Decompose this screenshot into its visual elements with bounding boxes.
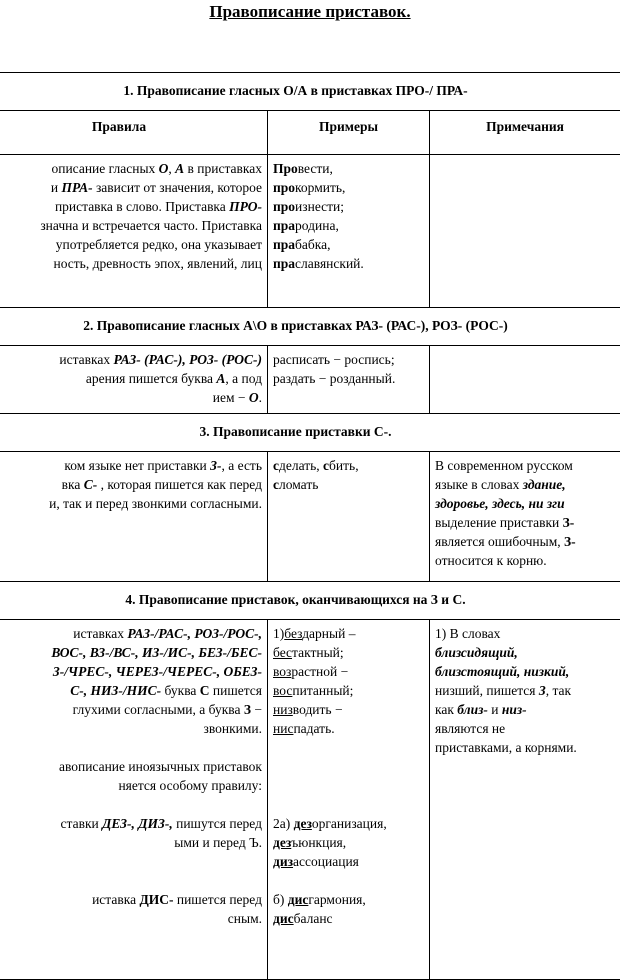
section-3-examples: сделать, сбить, сломать [268, 452, 430, 582]
section-1-rule: описание гласных О, А в приставках и ПРА- зависит от значения, которое приставка в слово. Приставка ПРО- значна и встречается часто. Приставка употребляется редко, она указывает ность, древность эпох, явлений, лиц [0, 155, 268, 308]
section-2-examples: расписать − роспись; раздать − розданный. [268, 346, 430, 414]
section-2-title: 2. Правописание гласных А\О в приставках РАЗ- (РАС-), РОЗ- (РОС-) [0, 308, 620, 346]
section-2-notes [430, 346, 620, 414]
section-1-title: 1. Правописание гласных О/А в приставках ПРО-/ ПРА- [0, 73, 620, 111]
rules-column-header: Правила [0, 111, 268, 155]
column-header-row [0, 111, 620, 155]
section-3-content-row [0, 452, 620, 582]
section-4-content-row [0, 620, 620, 980]
page-title: Правописание приставок. [0, 2, 620, 22]
section-1-content-row [0, 155, 620, 308]
section-3-rule: ком языке нет приставки З-, а есть вка С- , которая пишется как перед и, так и перед звонкими согласными. [0, 452, 268, 582]
section-4-rule: иставках РАЗ-/РАС-, РОЗ-/РОС-, ВОС-, ВЗ-/ВС-, ИЗ-/ИС-, БЕЗ-/БЕС- З-/ЧРЕС-, ЧЕРЕЗ-/ЧЕРЕС-, ОБЕЗ- С-, НИЗ-/НИС- буква С пишется глухими согласными, а буква З − звонкими. авописание иноязычных приставок няется особому правилу: ставки ДЕЗ-, ДИЗ-, пишутся перед ыми и перед Ъ. иставка ДИС- пишется перед сным. [0, 620, 268, 980]
examples-column-header: Примеры [268, 111, 430, 155]
section-4-title: 4. Правописание приставок, оканчивающихся на З и С. [0, 582, 620, 620]
section-1-header-row [0, 73, 620, 111]
section-1-notes [430, 155, 620, 308]
notes-column-header: Примечания [430, 111, 620, 155]
section-1-examples: Провести, прокормить, произнести; прародина, прабабка, праславянский. [268, 155, 430, 308]
section-3-title: 3. Правописание приставки С-. [0, 414, 620, 452]
section-4-examples: 1)бездарный – бестактный; возрастной − воспитанный; низводить − ниспадать. 2а) дезорганизация, дезъюнкция, дизассоциация б) дисгармония, дисбаланс [268, 620, 430, 980]
section-2-content-row [0, 346, 620, 414]
section-4-header-row [0, 582, 620, 620]
spelling-rules-table [0, 72, 620, 980]
section-3-header-row [0, 414, 620, 452]
section-4-notes: 1) В словах близсидящий, близстоящий, низкий, низший, пишется З, так как близ- и низ- являются не приставками, а корнями. [430, 620, 620, 980]
section-2-header-row [0, 308, 620, 346]
section-3-notes: В современном русском языке в словах здание, здоровье, здесь, ни зги выделение приставки З- является ошибочным, З- относится к корню. [430, 452, 620, 582]
section-2-rule: иставках РАЗ- (РАС-), РОЗ- (РОС-) арения пишется буква А, а под ием − О. [0, 346, 268, 414]
